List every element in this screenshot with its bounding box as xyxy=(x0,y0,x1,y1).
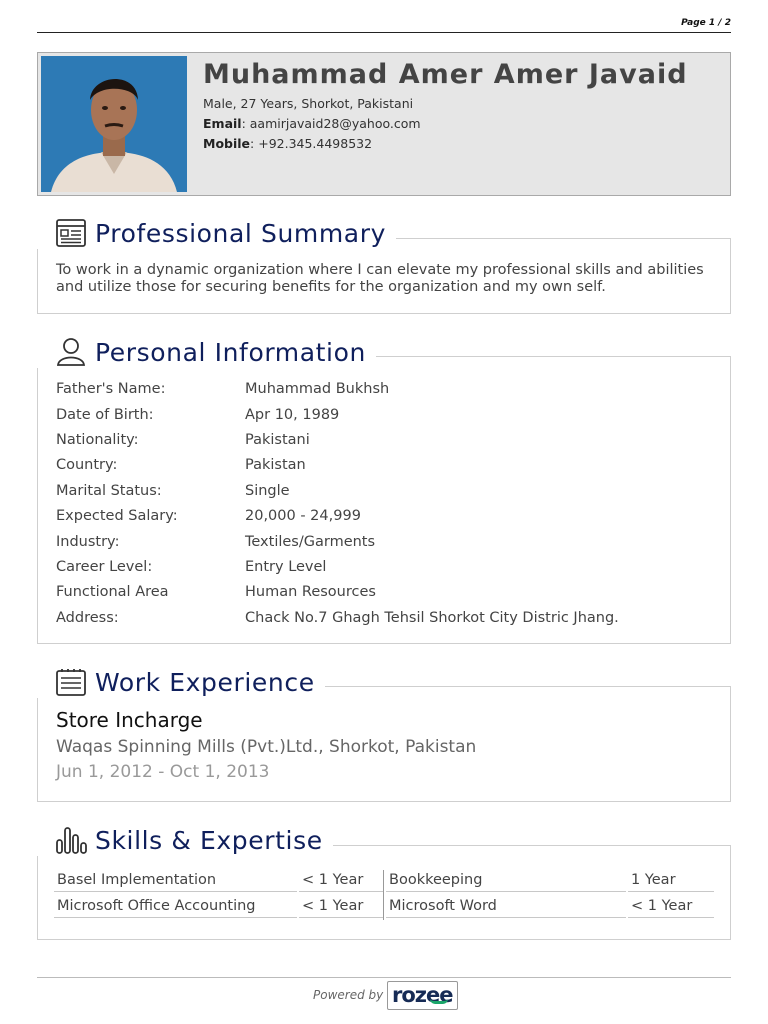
summary-heading xyxy=(37,217,396,249)
info-value: 20,000 - 24,999 xyxy=(245,508,361,524)
top-divider xyxy=(37,32,731,33)
personal-title: Personal Information xyxy=(95,337,366,367)
profile-header xyxy=(37,52,731,196)
info-label: Industry: xyxy=(56,534,120,550)
email-value: : aamirjavaid28@yahoo.com xyxy=(241,116,421,131)
info-value: Single xyxy=(245,483,290,499)
skill-experience: 1 Year xyxy=(628,872,714,892)
summary-section xyxy=(37,238,731,314)
work-title: Work Experience xyxy=(95,667,315,697)
info-label: Functional Area xyxy=(56,584,169,600)
summary-text: To work in a dynamic organization where I can elevate my professional skills and abilities and utilize those for securing benefits for the organization and my own self. xyxy=(56,262,704,295)
newspaper-icon xyxy=(55,217,87,249)
profile-photo xyxy=(41,56,187,192)
job-title: Store Incharge xyxy=(56,708,203,732)
info-label: Nationality: xyxy=(56,432,139,448)
skill-name: Basel Implementation xyxy=(54,872,297,892)
skills-section xyxy=(37,845,731,940)
skill-name: Bookkeeping xyxy=(386,872,626,892)
skill-name: Microsoft Office Accounting xyxy=(54,898,297,918)
skills-column-divider xyxy=(383,870,384,920)
bottom-divider xyxy=(37,977,731,978)
info-label: Marital Status: xyxy=(56,483,162,499)
info-value: Pakistani xyxy=(245,432,310,448)
info-label: Date of Birth: xyxy=(56,407,154,423)
rozee-logo[interactable] xyxy=(387,981,458,1010)
mobile-value: : +92.345.4498532 xyxy=(250,136,373,151)
skill-name: Microsoft Word xyxy=(386,898,626,918)
info-value: Entry Level xyxy=(245,559,327,575)
info-label: Address: xyxy=(56,610,119,626)
email-label: Email xyxy=(203,116,242,131)
list-icon xyxy=(55,666,87,698)
mobile-label: Mobile xyxy=(203,136,251,151)
skill-experience: < 1 Year xyxy=(628,898,714,918)
mobile-line xyxy=(203,136,372,151)
rozee-logo-text: rozee xyxy=(392,983,453,1007)
skill-experience: < 1 Year xyxy=(299,872,383,892)
work-section xyxy=(37,686,731,802)
email-line xyxy=(203,116,421,131)
skill-experience: < 1 Year xyxy=(299,898,383,918)
work-heading xyxy=(37,666,325,698)
info-value: Apr 10, 1989 xyxy=(245,407,340,423)
skills-title: Skills & Expertise xyxy=(95,825,323,855)
skills-heading xyxy=(37,824,333,856)
logo-swoosh-icon xyxy=(430,999,448,1004)
personal-heading xyxy=(37,336,376,368)
info-value: Human Resources xyxy=(245,584,376,600)
info-value: Muhammad Bukhsh xyxy=(245,381,390,397)
candidate-name: Muhammad Amer Amer Javaid xyxy=(203,59,688,90)
job-company: Waqas Spinning Mills (Pvt.)Ltd., Shorkot, Pakistan xyxy=(56,737,477,757)
job-dates: Jun 1, 2012 - Oct 1, 2013 xyxy=(56,762,270,782)
info-value: Chack No.7 Ghagh Tehsil Shorkot City Distric Jhang. xyxy=(245,610,619,626)
person-icon xyxy=(55,336,87,368)
powered-by-text: Powered by xyxy=(313,988,384,1002)
info-label: Father's Name: xyxy=(56,381,166,397)
info-label: Career Level: xyxy=(56,559,153,575)
bar-chart-icon xyxy=(55,824,87,856)
info-value: Textiles/Garments xyxy=(245,534,376,550)
info-label: Expected Salary: xyxy=(56,508,178,524)
info-value: Pakistan xyxy=(245,457,306,473)
summary-title: Professional Summary xyxy=(95,218,387,248)
candidate-details: Male, 27 Years, Shorkot, Pakistani xyxy=(203,96,414,111)
info-label: Country: xyxy=(56,457,118,473)
page-number: Page 1 / 2 xyxy=(681,18,731,28)
personal-section xyxy=(37,356,731,644)
